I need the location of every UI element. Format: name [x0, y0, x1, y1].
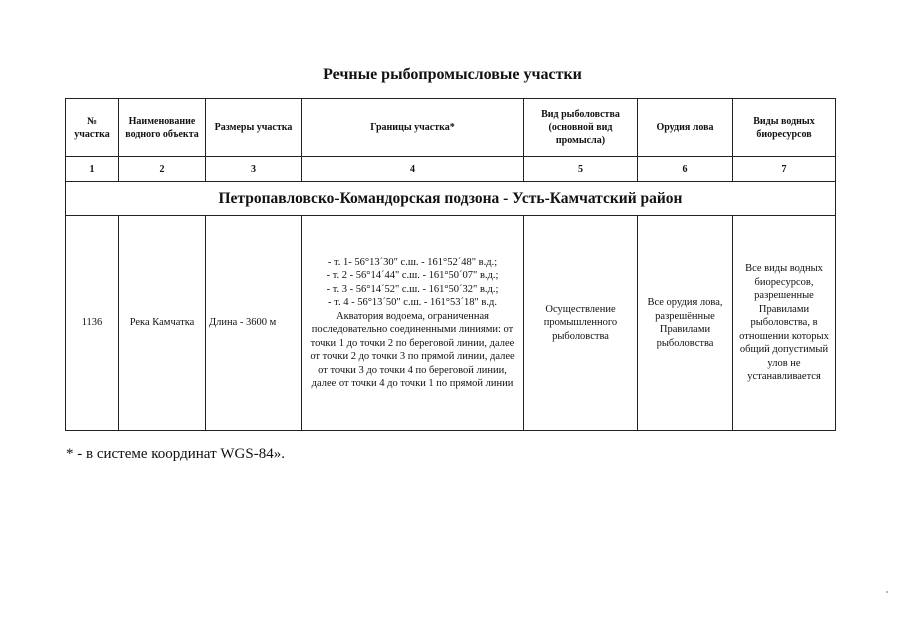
fishing-gear: Все орудия лова, разрешённые Правилами рыболовства — [638, 216, 733, 431]
boundary-point: - т. 1- 56°13´30" с.ш. - 161°52´48" в.д.; — [327, 256, 498, 268]
boundary-point: - т. 2 - 56°14´44" с.ш. - 161°50´07" в.д.; — [326, 270, 499, 281]
area-size: Длина - 3600 м — [206, 216, 302, 431]
header-cell: Орудия лова — [638, 99, 733, 157]
column-number: 5 — [524, 157, 638, 182]
zone-row — [66, 182, 836, 216]
fishing-areas-table — [65, 98, 836, 431]
boundary-point: - т. 4 - 56°13´50" с.ш. - 161°53´18" в.д. — [328, 297, 497, 308]
aquatic-species: Все виды водных биоресурсов, разрешенные Правилами рыболовства, в отношении которых общий допустимый улов не устанавливается — [733, 216, 836, 431]
header-cell: Вид рыболовства (основной вид промысла) — [524, 99, 638, 157]
area-number: 1136 — [66, 216, 119, 431]
column-number: 3 — [206, 157, 302, 182]
water-body-name: Река Камчатка — [119, 216, 206, 431]
header-cell: Размеры участка — [206, 99, 302, 157]
header-cell: № участка — [66, 99, 119, 157]
scan-speck — [886, 591, 888, 593]
header-cell: Границы участка* — [302, 99, 524, 157]
fishing-type: Осуществление промышленного рыболовства — [524, 216, 638, 431]
column-number: 2 — [119, 157, 206, 182]
column-number: 4 — [302, 157, 524, 182]
document-title: Речные рыбопромысловые участки — [323, 66, 582, 83]
footnote: * - в системе координат WGS-84». — [66, 446, 285, 462]
header-cell: Наименование водного объекта — [119, 99, 206, 157]
area-boundaries — [302, 216, 524, 431]
boundary-point: - т. 3 - 56°14´52" с.ш. - 161°50´32" в.д.; — [326, 283, 499, 295]
zone-title: Петропавловско-Командорская подзона - Усть-Камчатский район — [66, 182, 836, 216]
column-number: 6 — [638, 157, 733, 182]
header-cell: Виды водных биоресурсов — [733, 99, 836, 157]
column-number: 1 — [66, 157, 119, 182]
table-row — [66, 216, 836, 431]
boundary-description: Акватория водоема, ограниченная последовательно соединенными линиями: от точки 1 до точки 2 по береговой линии, далее от точки 2 до точки 3 по прямой линии, далее от точки 3 до точки 4 по береговой линии, далее от точки 4 до точки 1 по прямой линии — [310, 310, 515, 389]
column-number-row — [66, 157, 836, 182]
column-number: 7 — [733, 157, 836, 182]
header-row — [66, 99, 836, 157]
